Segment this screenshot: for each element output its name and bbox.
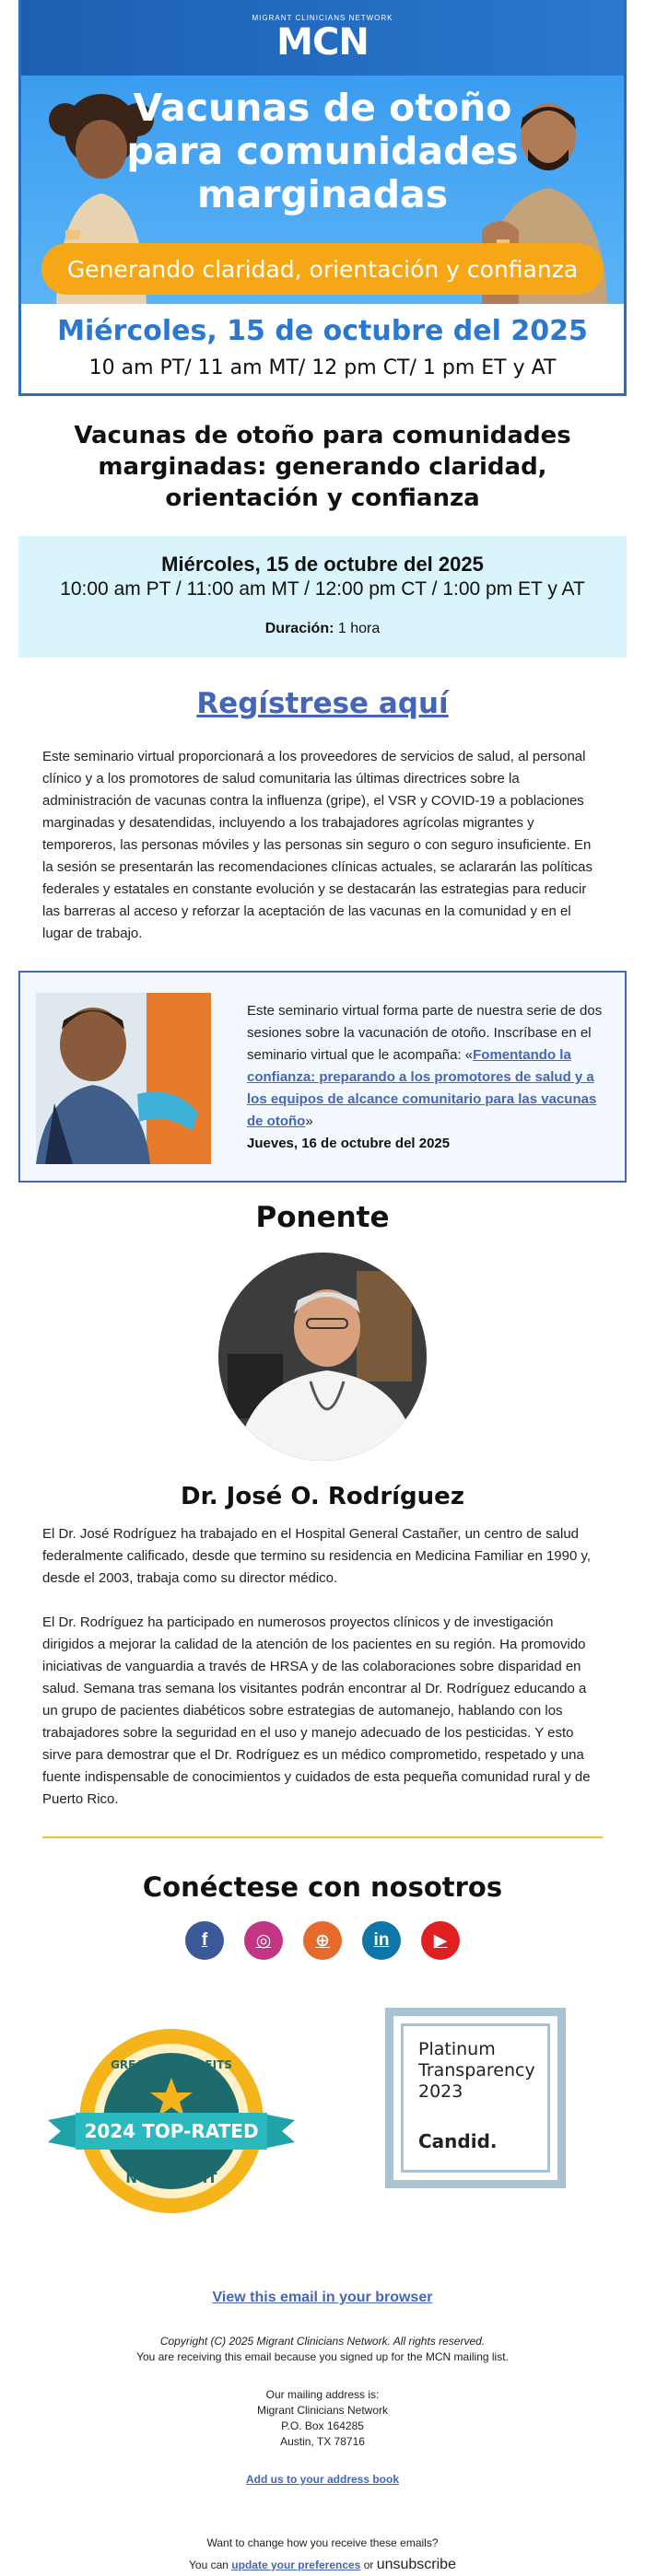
quote-open: «: [464, 1047, 474, 1063]
you-can-text: You can: [189, 2559, 229, 2571]
award-badges: [0, 2008, 645, 2238]
vaccination-photo: [36, 993, 211, 1164]
hero-image: [21, 76, 624, 304]
address-book: [0, 2472, 645, 2488]
linkedin-icon[interactable]: in: [362, 1921, 401, 1960]
hero-date-block: [21, 304, 624, 396]
org-name: Migrant Clinicians Network: [256, 2404, 389, 2417]
quote-close: »: [305, 1113, 313, 1129]
hero-title-line: Vacunas de otoño: [133, 86, 512, 130]
speaker-heading: Ponente: [255, 1201, 390, 1234]
hero-subtitle-pill: Generando claridad, orientación y confianza: [41, 243, 604, 295]
greatnonprofits-badge: [48, 2024, 295, 2218]
po-box: P.O. Box 164285: [281, 2419, 364, 2432]
speaker-photo: [218, 1253, 427, 1461]
add-to-address-book-link[interactable]: Add us to your address book: [245, 2473, 400, 2486]
candid-line1: Platinum: [418, 2039, 496, 2059]
event-date: Miércoles, 15 de octubre del 2025: [161, 553, 484, 576]
companion-webinar-link[interactable]: Fomentando la confianza: preparando a los promotores de salud y a los equipos de alcance comunitario para las vacunas de otoño: [247, 1047, 597, 1129]
candid-seal: [385, 2008, 566, 2188]
gnp-top-text: GREATNONPROFITS: [111, 2058, 232, 2071]
gnp-bottom-text: NONPROFIT: [125, 2170, 217, 2186]
gnp-band-text: 2024 TOP-RATED: [84, 2120, 259, 2142]
series-text: [247, 1000, 603, 1155]
connect-heading: Conéctese con nosotros: [142, 1871, 503, 1903]
city: Austin, TX 78716: [280, 2435, 365, 2448]
page-title: Vacunas de otoño para comunidades marginadas: generando claridad, orientación y confianza: [74, 422, 571, 512]
logo-caption: MIGRANT CLINICIANS NETWORK: [252, 13, 393, 22]
speaker-bio-2: El Dr. Rodríguez ha participado en numerosos proyectos clínicos y de investigación dirigidos a mejorar la calidad de la atención de los pacientes en su región. Ha promovido iniciativas de vanguardia a través de HRSA y de las colaboraciones sobre disparidad en salud. Semana tras semana los visitantes podrán encontrar al Dr. Rodríguez educando a un grupo de pacientes diabéticos sobre estrategias de automanejo, hablando con los trabajadores sobre la seguridad en el uso y manejo adecuado de los pesticidas. Y esto sirve para demostrar que el Dr. Rodríguez es un médico comprometido, respetado y una fuente indispensable de conocimientos y cuidados de esta pequeña comunidad rural y de Puerto Rico.: [42, 1614, 591, 1807]
hero-banner: [18, 0, 627, 396]
mcn-logo: MCN: [276, 20, 369, 64]
change-question: Want to change how you receive these emails?: [206, 2536, 439, 2549]
divider: [42, 1836, 603, 1838]
view-in-browser-link[interactable]: View this email in your browser: [212, 2290, 433, 2305]
hero-title-line: para comunidades: [126, 129, 519, 173]
register-link[interactable]: Regístrese aquí: [196, 687, 449, 720]
speaker-bio-1: El Dr. José Rodríguez ha trabajado en el Hospital General Castañer, un centro de salud federalmente calificado, desde que termino su residencia en Medicina Familiar en 1990 y, desde el 2003, trabaja como su director médico.: [42, 1526, 592, 1586]
preferences-line: [0, 2554, 645, 2576]
subscription-reason: You are receiving this email because you signed up for the MCN mailing list.: [136, 2350, 509, 2363]
mailing-address-label: Our mailing address is:: [265, 2388, 380, 2401]
view-in-browser: [0, 2290, 645, 2306]
event-details-box: [18, 536, 627, 658]
duration-value: 1 hora: [337, 621, 381, 636]
or-text: or: [363, 2559, 374, 2571]
event-duration: [18, 621, 627, 637]
speaker-avatar: [218, 1253, 427, 1461]
unsubscribe-link[interactable]: unsubscribe: [376, 2557, 456, 2572]
youtube-icon[interactable]: ▶: [421, 1921, 460, 1960]
hero-header: [21, 0, 624, 76]
facebook-icon[interactable]: f: [185, 1921, 224, 1960]
companion-webinar-date: Jueves, 16 de octubre del 2025: [247, 1136, 451, 1151]
update-preferences-link[interactable]: update your preferences: [231, 2559, 361, 2571]
hero-date: Miércoles, 15 de octubre del 2025: [57, 315, 588, 347]
series-callout: [18, 971, 627, 1183]
register-section: [0, 687, 645, 720]
webinar-description: Este seminario virtual proporcionará a los proveedores de servicios de salud, al personal clínico y a los promotores de salud comunitaria las últimas directrices sobre la administración de vacunas contra la influenza (gripe), el VSR y COVID-19 a poblaciones marginadas y desatendidas, incluyendo a los trabajadores agrícolas migrantes y temporeros, las personas móviles y las personas sin seguro o con seguro insuficiente. En la sesión se presentarán las recomendaciones clínicas actuales, se aclararán las políticas federales y estatales en constante evolución y se destacarán las estrategias para reducir las barreras al acceso y reforzar la aceptación de las vacunas en la comunidad y en el lugar de trabajo.: [42, 749, 592, 941]
candid-seal-inner: [401, 2023, 550, 2173]
duration-label: Duración:: [264, 621, 334, 636]
candid-year: 2023: [418, 2081, 463, 2102]
hero-title-line: marginadas: [196, 172, 449, 216]
candid-brand: Candid.: [418, 2130, 498, 2152]
series-intro: Este seminario virtual forma parte de nuestra serie de dos sesiones sobre la vacunación de otoño. Inscríbase en el seminario virtual que le acompaña:: [247, 1003, 603, 1063]
preferences: [0, 2532, 645, 2576]
event-times: 10:00 am PT / 11:00 am MT / 12:00 pm CT / 1:00 pm ET y AT: [60, 578, 585, 600]
website-icon[interactable]: ⊕: [303, 1921, 342, 1960]
instagram-icon[interactable]: ◎: [244, 1921, 283, 1960]
candid-line2: Transparency: [418, 2060, 535, 2081]
footer: [0, 2334, 645, 2576]
hero-times: 10 am PT/ 11 am MT/ 12 pm CT/ 1 pm ET y AT: [88, 356, 557, 379]
copyright: Copyright (C) 2025 Migrant Clinicians Network. All rights reserved.: [159, 2335, 486, 2348]
social-links: [0, 1921, 645, 1960]
speaker-name: Dr. José O. Rodríguez: [181, 1483, 464, 1510]
